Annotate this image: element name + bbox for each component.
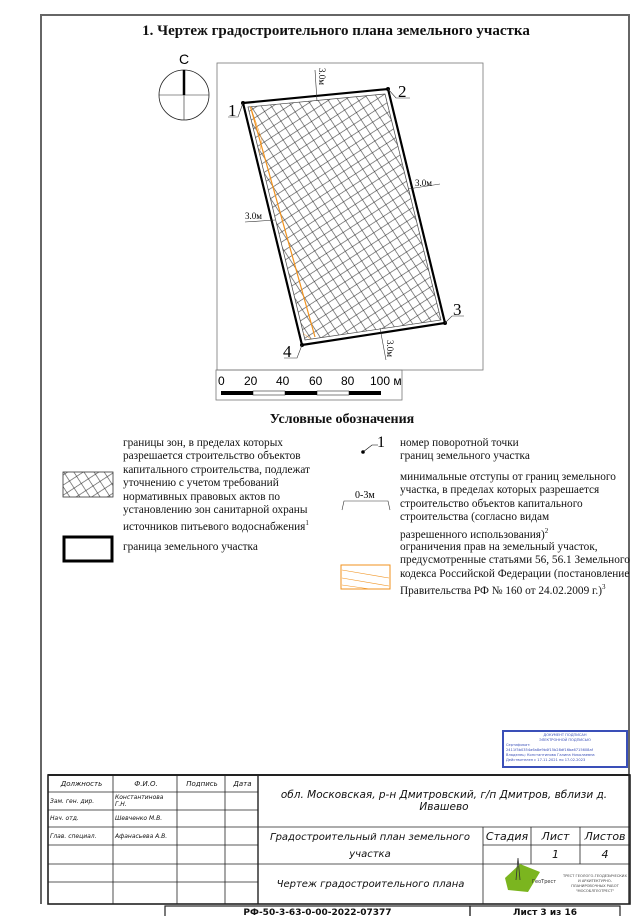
point-label-1: 1 (228, 101, 237, 120)
header-date: Дата (233, 779, 252, 788)
row-position: Глав. специал. (50, 832, 97, 840)
setback-left: 3.0м (245, 211, 262, 221)
point-label-2: 2 (398, 82, 407, 101)
scale-label: 100 м (370, 374, 402, 388)
legend-item-zones: границы зон, в пределах которых разрешается строительство объектов капитального строительства, подлежат уточнению с учетом требований нормативных правовых актов по установлению зон санитарной охраны источников питьевого водоснабжения$^1$ (123, 437, 310, 534)
stage-label: Стадия (485, 829, 529, 843)
header-position: Должность (60, 779, 103, 788)
address: обл. Московская, р-н Дмитровский, г/п Дмитров, вблизи д. Ивашево (280, 789, 608, 813)
setback-bottom: 3.0м (385, 340, 395, 357)
svg-text:0-3м: 0-3м (355, 490, 375, 501)
page-title: 1. Чертеж градостроительного плана земельного участка (142, 23, 530, 39)
scale-label: 80 (341, 374, 355, 388)
point-label-3: 3 (453, 300, 462, 319)
legend-setback-symbol (342, 490, 390, 510)
legend-title: Условные обозначения (269, 412, 415, 427)
scale-bar (221, 391, 381, 395)
e-signature-stamp: ДОКУМЕНТ ПОДПИСАН ЭЛЕКТРОННОЙ ПОДПИСЬЮ Сертификат: 2411f3b0354a6a8e9b4f15b28df16ba6715608af Владелец: Константинова Галина Николаевна Действителен с 17.11.2021 по 17.02.2023 (502, 730, 628, 768)
row-position: Зам. ген. дир. (50, 797, 95, 805)
sheet-value: 1 (552, 848, 559, 861)
header-name: Ф.И.О. (134, 779, 158, 788)
scale-label: 40 (276, 374, 290, 388)
doc-title: Градостроительный план земельного участка (270, 831, 470, 860)
row-name: Шевченко М.В. (115, 815, 163, 822)
row-name: Афанасьева А.В. (115, 832, 168, 840)
org-name: ТРЕСТ ГЕОЛОГО-ГЕОДЕЗИЧЕСКИХ И АРХИТЕКТУРНО-ПЛАНИРОВОЧНЫХ РАБОТ "МОСОБЛГЕОТРЕСТ" (563, 874, 627, 893)
north-label: С (178, 51, 190, 67)
sheets-value: 4 (601, 848, 609, 861)
legend-item-boundary: граница земельного участка (123, 541, 258, 553)
legend-restriction-symbol (341, 565, 390, 589)
stage-value (483, 845, 531, 864)
document-number: РФ-50-3-63-0-00-2022-07377 (243, 908, 392, 918)
row-name: Константинова Г.Н. (115, 794, 164, 808)
scale-label: 60 (309, 374, 323, 388)
scale-label: 20 (244, 374, 258, 388)
svg-text:1: 1 (377, 434, 385, 451)
row-position: Нач. отд. (50, 815, 79, 822)
sheet-label: Лист (541, 829, 570, 843)
legend-hatch-symbol (63, 472, 113, 497)
legend-item-point: номер поворотной точки границ земельного участка (400, 437, 530, 463)
legend-item-setback: минимальные отступы от границ земельного участка, в пределах которых разрешается строительство объектов капитального строительства (согласно видам разрешенного использования)$^2$ (400, 471, 616, 541)
legend-item-restriction: ограничения прав на земельный участок, предусмотренные статьями 56, 56.1 Земельного кодекса Российской Федерации (постановление Правительства РФ № 160 от 24.02.2009 г.)$^3$ (400, 541, 630, 597)
setback-right: 3.0м (415, 178, 432, 188)
buildable-zone (248, 94, 441, 340)
org-logo-text: ГеоТрест (532, 879, 557, 885)
header-signature: Подпись (186, 779, 218, 788)
setback-top: 3.0м (317, 68, 327, 85)
scale-label: 0 (218, 374, 225, 388)
point-label-4: 4 (283, 342, 292, 361)
north-arrow-icon (159, 70, 209, 120)
legend-point-symbol (361, 434, 385, 454)
sheets-label: Листов (584, 829, 626, 843)
legend-boundary-symbol (64, 537, 112, 561)
page-number: Лист 3 из 16 (512, 908, 578, 918)
sheet-title: Чертеж градостроительного плана (276, 878, 465, 890)
